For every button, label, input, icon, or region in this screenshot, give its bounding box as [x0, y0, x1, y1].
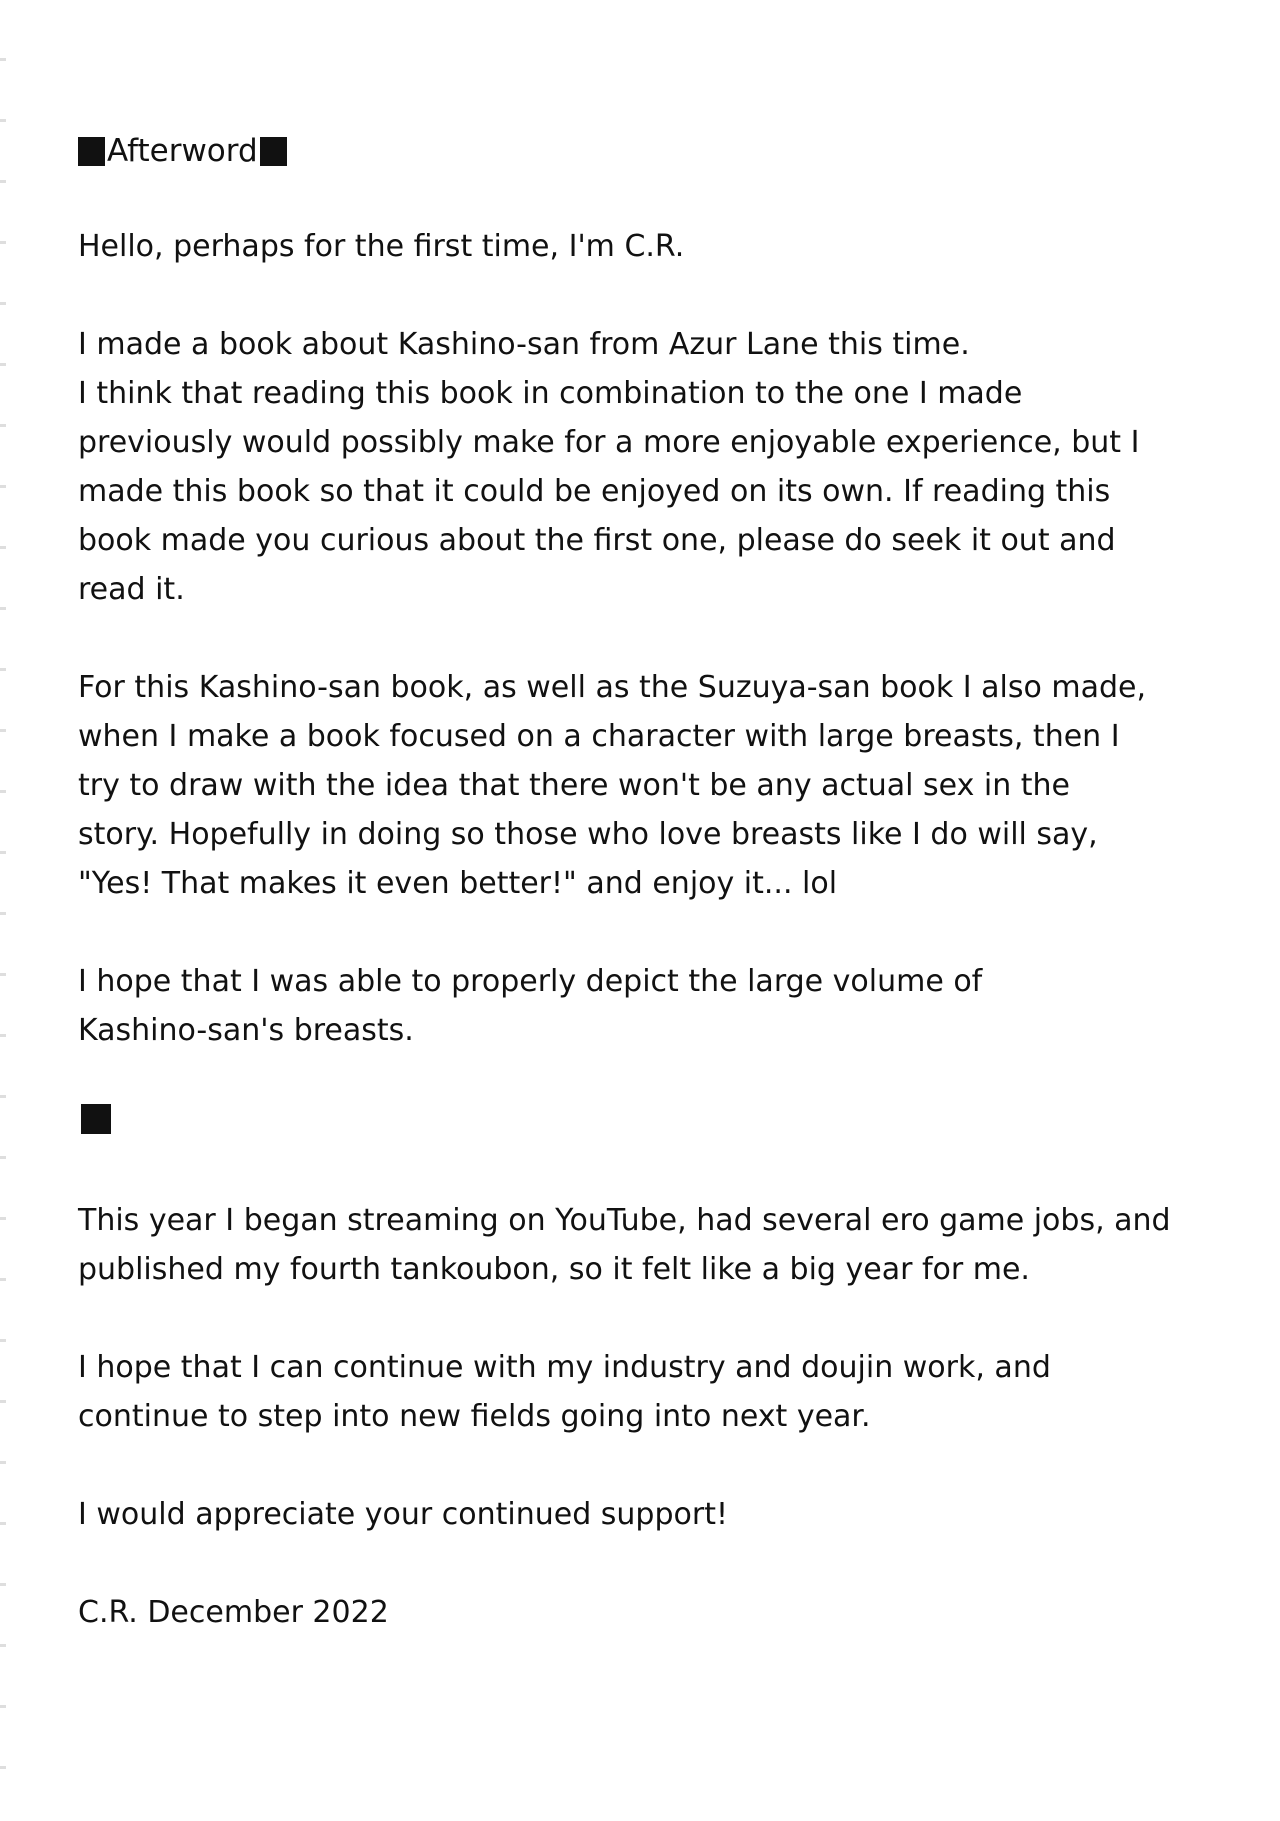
section-divider-square-icon — [81, 1104, 111, 1134]
black-square-icon — [260, 137, 287, 166]
support-paragraph: I would appreciate your continued support! — [78, 1497, 728, 1532]
year-summary-paragraph: This year I began streaming on YouTube, had several ero game jobs, and published my fourth tankoubon, so it felt like a big year for me. — [78, 1203, 1171, 1287]
scan-edge — [0, 0, 6, 1821]
afterword-heading — [78, 128, 1198, 174]
black-square-icon — [78, 137, 105, 166]
hope-paragraph: I hope that I was able to properly depict the large volume of Kashino-san's breasts. — [78, 964, 983, 1048]
future-plans-paragraph: I hope that I can continue with my industry and doujin work, and continue to step into new fields going into next year. — [78, 1350, 1051, 1434]
drawing-approach-paragraph: For this Kashino-san book, as well as the Suzuya-san book I also made, when I make a book focused on a character with large breasts, then I try to draw with the idea that there won't be any actual sex in the story. Hopefully in doing so those who love breasts like I do will say, "Yes! That makes it even better!" and enjoy it... lol — [78, 670, 1147, 901]
heading-text: Afterword — [107, 133, 258, 169]
signature-line: C.R. December 2022 — [78, 1595, 389, 1630]
greeting-paragraph: Hello, perhaps for the first time, I'm C.R. — [78, 229, 685, 264]
book-intro-paragraph: I made a book about Kashino-san from Azur Lane this time. I think that reading this book in combination to the one I made previously would possibly make for a more enjoyable experience, but I made this book so that it could be enjoyed on its own. If reading this book made you curious about the first one, please do seek it out and read it. — [78, 327, 1140, 607]
afterword-content — [78, 128, 1198, 1686]
